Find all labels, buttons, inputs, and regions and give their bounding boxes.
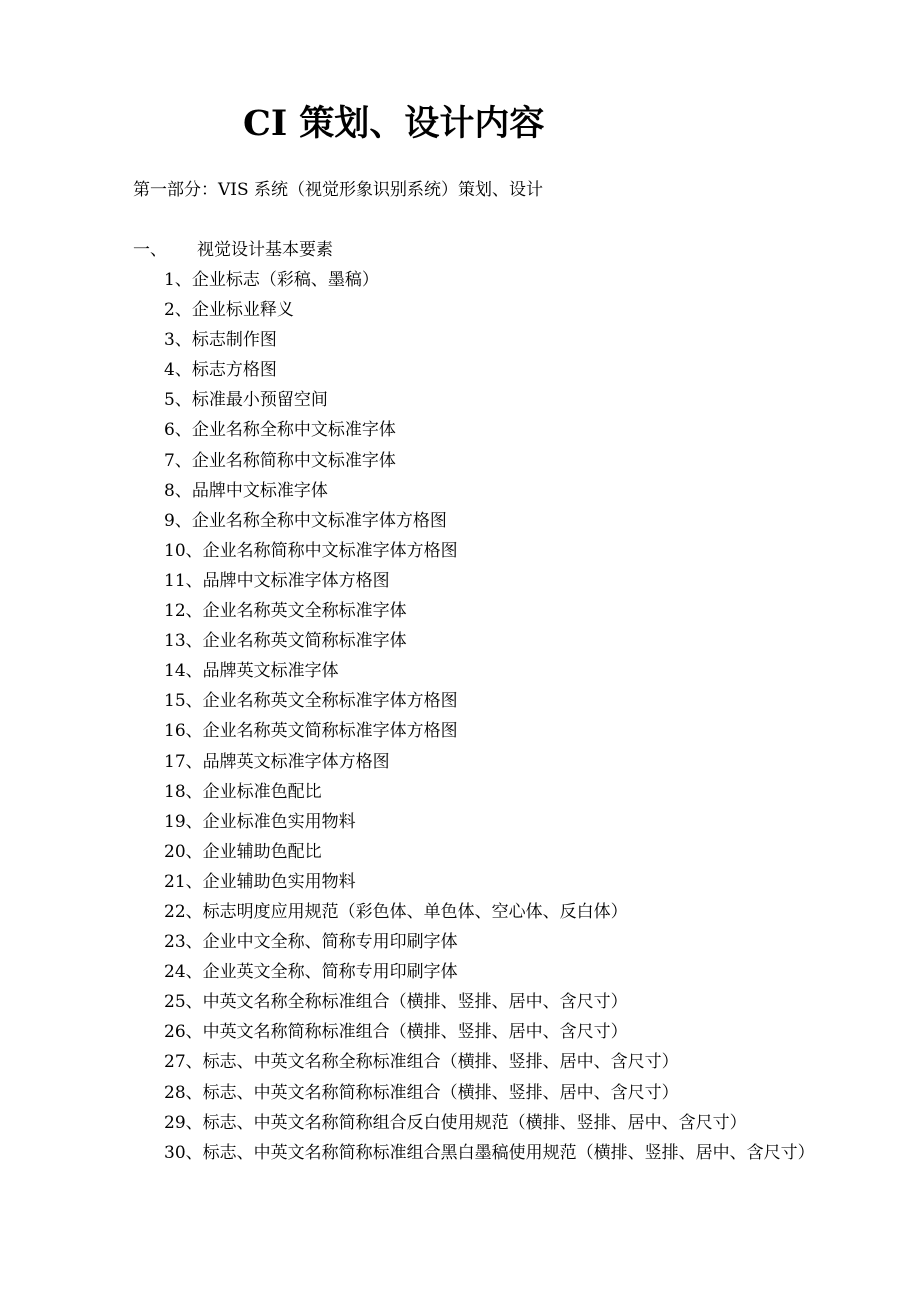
list-item: 3、标志制作图 <box>164 330 277 351</box>
list-item: 7、企业名称简称中文标准字体 <box>164 450 396 471</box>
list-item: 29、标志、中英文名称简称组合反白使用规范（横排、竖排、居中、含尺寸） <box>164 1112 747 1133</box>
list-item: 14、品牌英文标准字体 <box>164 661 339 682</box>
list-item: 6、企业名称全称中文标准字体 <box>164 420 396 441</box>
list-item: 19、企业标准色实用物料 <box>164 811 356 832</box>
list-item: 24、企业英文全称、简称专用印刷字体 <box>164 962 458 983</box>
list-item: 20、企业辅助色配比 <box>164 841 322 862</box>
list-item: 18、企业标准色配比 <box>164 781 322 802</box>
list-item: 16、企业名称英文简称标准字体方格图 <box>164 721 458 742</box>
list-item: 12、企业名称英文全称标准字体 <box>164 601 407 622</box>
section-visual-design-basics <box>133 235 853 1168</box>
list-item: 23、企业中文全称、简称专用印刷字体 <box>164 932 458 953</box>
list-item: 1、企业标志（彩稿、墨稿） <box>164 270 379 290</box>
list-item: 4、标志方格图 <box>164 360 277 381</box>
section-heading <box>133 235 853 265</box>
section-heading-text: 视觉设计基本要素 <box>197 240 333 260</box>
list-item: 9、企业名称全称中文标准字体方格图 <box>164 510 447 531</box>
list-item: 27、标志、中英文名称全称标准组合（横排、竖排、居中、含尺寸） <box>164 1052 679 1073</box>
list-item: 10、企业名称简称中文标准字体方格图 <box>164 540 458 561</box>
list-item: 30、标志、中英文名称简称标准组合黑白墨稿使用规范（横排、竖排、居中、含尺寸） <box>164 1142 815 1163</box>
list-item: 8、品牌中文标准字体 <box>164 480 328 501</box>
section-number: 一、 <box>133 240 167 260</box>
part-heading: 第一部分：VIS 系统（视觉形象识别系统）策划、设计 <box>133 180 544 200</box>
document-title: CI 策划、设计内容 <box>243 103 545 144</box>
list-item: 2、企业标业释义 <box>164 300 294 321</box>
list-item: 15、企业名称英文全称标准字体方格图 <box>164 691 458 712</box>
list-item: 25、中英文名称全称标准组合（横排、竖排、居中、含尺寸） <box>164 992 628 1013</box>
list-item: 26、中英文名称简称标准组合（横排、竖排、居中、含尺寸） <box>164 1022 628 1043</box>
item-list <box>133 265 853 1168</box>
list-item: 13、企业名称英文简称标准字体 <box>164 631 407 652</box>
list-item: 11、品牌中文标准字体方格图 <box>164 570 390 591</box>
list-item: 21、企业辅助色实用物料 <box>164 871 356 892</box>
list-item: 5、标准最小预留空间 <box>164 390 328 411</box>
list-item: 17、品牌英文标准字体方格图 <box>164 751 390 772</box>
list-item: 28、标志、中英文名称简称标准组合（横排、竖排、居中、含尺寸） <box>164 1082 679 1103</box>
list-item: 22、标志明度应用规范（彩色体、单色体、空心体、反白体） <box>164 901 628 922</box>
